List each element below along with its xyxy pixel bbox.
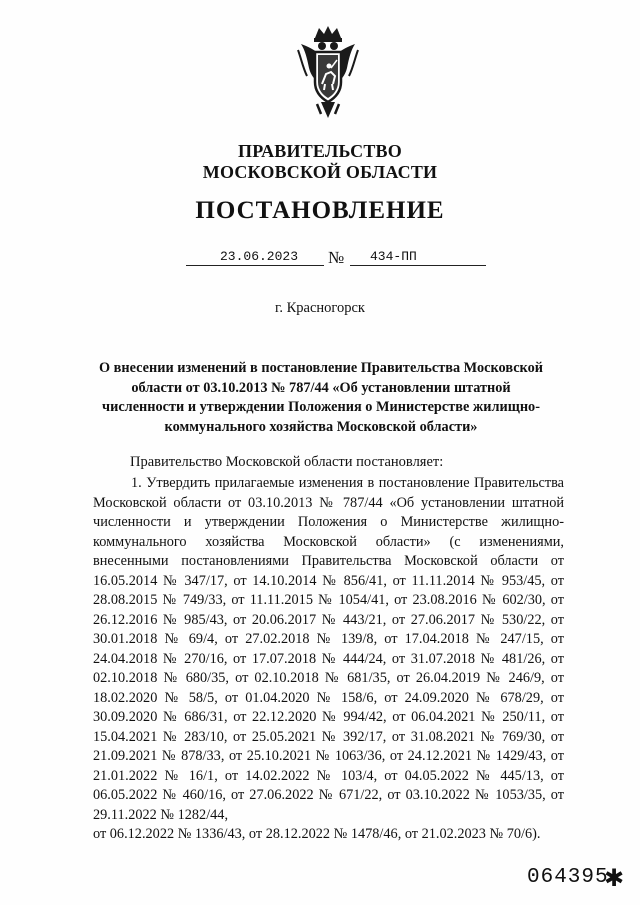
number-sign: №	[328, 248, 345, 267]
document-subject: О внесении изменений в постановление Правительства Московской области от 03.10.2013 № 787/44 «Об установлении штатной численности и утверждении Положения о Министерстве жилищно-коммунального хозяйства Московской области»	[98, 360, 543, 435]
date-underline	[186, 265, 324, 266]
document-body	[93, 474, 564, 845]
document-city: г. Красногорск	[275, 300, 365, 316]
coat-of-arms-icon	[295, 24, 361, 122]
document-date: 23.06.2023	[220, 249, 299, 264]
date-number-line	[0, 249, 640, 271]
number-underline	[350, 265, 486, 266]
star-icon: ✱	[604, 864, 625, 892]
document-serial-number: 064395	[527, 866, 609, 889]
paragraph-1-end: от 06.12.2022 № 1336/43, от 28.12.2022 № 1478/46, от 21.02.2023 № 70/6).	[93, 826, 541, 842]
government-name-line1: ПРАВИТЕЛЬСТВО	[238, 141, 402, 161]
document-number: 434-ПП	[370, 249, 417, 264]
government-name-line2: МОСКОВСКОЙ ОБЛАСТИ	[202, 162, 438, 182]
document-title: ПОСТАНОВЛЕНИЕ	[195, 197, 445, 224]
preamble: Правительство Московской области постановляет:	[130, 454, 444, 470]
paragraph-1: 1. Утвердить прилагаемые изменения в постановление Правительства Московской области от 03.10.2013 № 787/44 «Об установлении штатной численности и утверждении Положения о Министерстве жилищно-коммунального хозяйства Московской области» (с изменениями, внесенными постановлениями Правительства Московской области от 16.05.2014 № 347/17, от 14.10.2014 № 856/41, от 11.11.2014 № 953/45, от 28.08.2015 № 749/33, от 11.11.2015 № 1054/41, от 23.08.2016 № 602/30, от 26.12.2016 № 985/43, от 20.06.2017 № 443/21, от 27.06.2017 № 530/22, от 30.01.2018 № 69/4, от 27.02.2018 № 139/8, от 17.04.2018 № 247/15, от 24.04.2018 № 270/16, от 17.07.2018 № 444/24, от 31.07.2018 № 481/26, от 02.10.2018 № 680/35, от 02.10.2018 № 681/35, от 26.04.2019 № 246/9, от 18.02.2020 № 58/5, от 01.04.2020 № 158/6, от 24.09.2020 № 678/29, от 30.09.2020 № 686/31, от 22.12.2020 № 994/42, от 06.04.2021 № 250/11, от 15.04.2021 № 283/10, от 25.05.2021 № 392/17, от 31.08.2021 № 769/30, от 21.09.2021 № 878/33, от 25.10.2021 № 1063/36, от 24.12.2021 № 1429/43, от 21.01.2022 № 16/1, от 14.02.2022 № 103/4, от 04.05.2022 № 445/13, от 06.05.2022 № 460/16, от 27.06.2022 № 671/22, от 03.10.2022 № 1053/35, от 29.11.2022 № 1282/44,	[93, 475, 564, 823]
